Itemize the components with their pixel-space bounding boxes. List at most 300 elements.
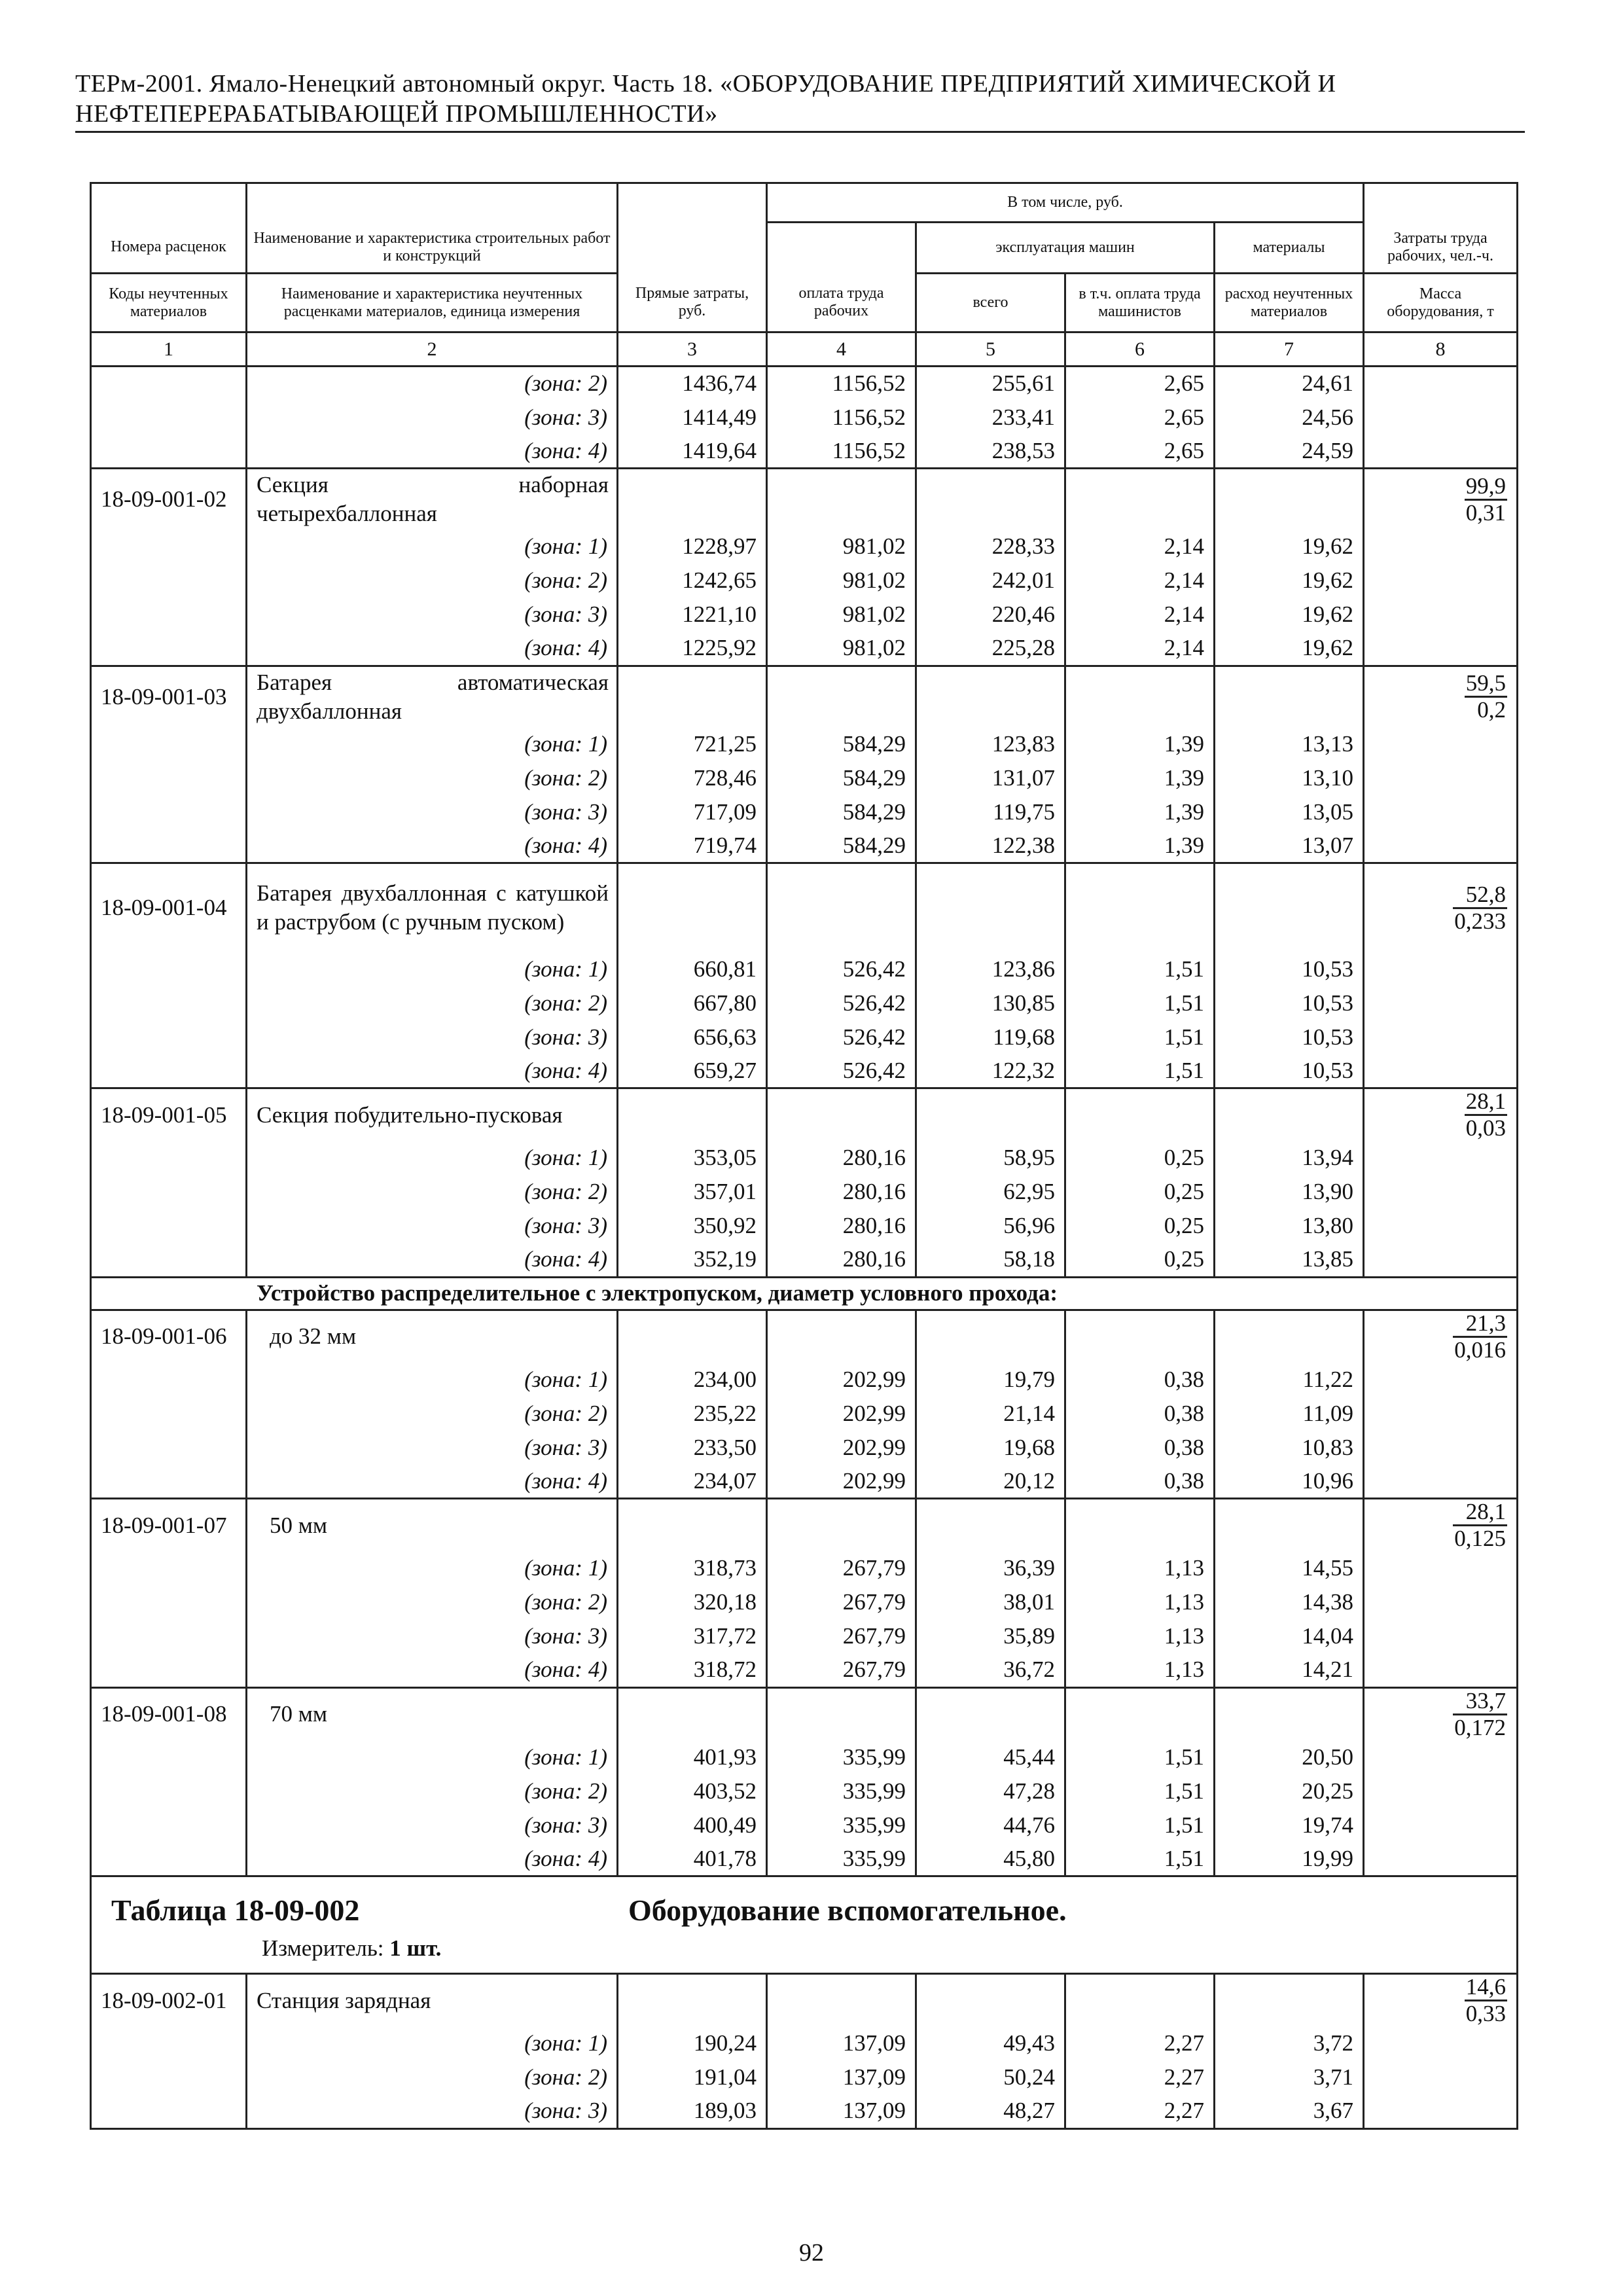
mass-value: 0,172 bbox=[1454, 1714, 1506, 1740]
value-cell: 130,85 bbox=[916, 986, 1065, 1020]
zone-label: (зона: 2) bbox=[247, 1397, 618, 1431]
column-number: 6 bbox=[1065, 332, 1215, 367]
zone-label: (зона: 3) bbox=[247, 1209, 618, 1243]
value-cell: 1156,52 bbox=[767, 401, 916, 435]
code-cell-empty bbox=[91, 1551, 247, 1585]
value-cell: 267,79 bbox=[767, 1619, 916, 1653]
value-cell-empty bbox=[1215, 666, 1364, 727]
code-cell-empty bbox=[91, 1141, 247, 1175]
value-cell: 47,28 bbox=[916, 1774, 1065, 1808]
value-cell: 335,99 bbox=[767, 1808, 916, 1842]
labor-cell-empty bbox=[1364, 1740, 1518, 1774]
value-cell: 1242,65 bbox=[618, 564, 767, 598]
table-row bbox=[91, 564, 1518, 598]
value-cell: 242,01 bbox=[916, 564, 1065, 598]
value-cell-empty bbox=[916, 1974, 1065, 2027]
value-cell: 1156,52 bbox=[767, 435, 916, 469]
table-row bbox=[91, 1465, 1518, 1499]
code-cell-empty bbox=[91, 952, 247, 986]
item-name: до 32 мм bbox=[247, 1310, 618, 1363]
table-subtitle: Оборудование вспомогательное. bbox=[628, 1893, 1067, 1927]
zone-label: (зона: 4) bbox=[247, 632, 618, 666]
item-name: Секция побудительно-пусковая bbox=[247, 1088, 618, 1141]
zone-label: (зона: 2) bbox=[247, 1585, 618, 1619]
table-row bbox=[91, 1431, 1518, 1465]
value-cell: 19,62 bbox=[1215, 632, 1364, 666]
rate-code: 18-09-001-03 bbox=[91, 666, 247, 727]
value-cell: 228,33 bbox=[916, 529, 1065, 564]
value-cell: 981,02 bbox=[767, 529, 916, 564]
value-cell: 11,09 bbox=[1215, 1397, 1364, 1431]
column-number: 4 bbox=[767, 332, 916, 367]
labor-cell-empty bbox=[1364, 1141, 1518, 1175]
rate-code: 18-09-002-01 bbox=[91, 1974, 247, 2027]
page-number: 92 bbox=[799, 2239, 824, 2267]
labor-value: 99,9 bbox=[1465, 474, 1507, 501]
code-cell-empty bbox=[91, 564, 247, 598]
value-cell-empty bbox=[916, 469, 1065, 530]
zone-label: (зона: 1) bbox=[247, 1740, 618, 1774]
item-name: 70 мм bbox=[247, 1687, 618, 1740]
zone-label: (зона: 3) bbox=[247, 401, 618, 435]
labor-mass-cell bbox=[1364, 666, 1518, 727]
value-cell: 280,16 bbox=[767, 1141, 916, 1175]
header-cell-blank bbox=[618, 183, 767, 223]
value-cell-empty bbox=[618, 863, 767, 952]
zone-label: (зона: 4) bbox=[247, 435, 618, 469]
code-cell-empty bbox=[91, 401, 247, 435]
value-cell: 119,75 bbox=[916, 795, 1065, 829]
value-cell: 14,38 bbox=[1215, 1585, 1364, 1619]
value-cell: 1156,52 bbox=[767, 367, 916, 401]
value-cell: 24,61 bbox=[1215, 367, 1364, 401]
value-cell-empty bbox=[916, 666, 1065, 727]
value-cell: 353,05 bbox=[618, 1141, 767, 1175]
value-cell: 1,51 bbox=[1065, 1740, 1215, 1774]
labor-cell-empty bbox=[1364, 1175, 1518, 1209]
value-cell: 0,25 bbox=[1065, 1175, 1215, 1209]
table-heading-row bbox=[91, 1876, 1518, 1974]
value-cell: 721,25 bbox=[618, 727, 767, 761]
labor-value: 28,1 bbox=[1465, 1089, 1507, 1116]
labor-mass-cell bbox=[1364, 1088, 1518, 1141]
zone-label: (зона: 1) bbox=[247, 1363, 618, 1397]
value-cell-empty bbox=[767, 1088, 916, 1141]
labor-cell-empty bbox=[1364, 727, 1518, 761]
table-row bbox=[91, 1774, 1518, 1808]
labor-cell-empty bbox=[1364, 1619, 1518, 1653]
table-row bbox=[91, 727, 1518, 761]
value-cell-empty bbox=[618, 666, 767, 727]
value-cell: 0,38 bbox=[1065, 1397, 1215, 1431]
value-cell: 235,22 bbox=[618, 1397, 767, 1431]
labor-cell-empty bbox=[1364, 2060, 1518, 2094]
value-cell-empty bbox=[618, 1310, 767, 1363]
value-cell: 526,42 bbox=[767, 1054, 916, 1088]
code-cell-empty bbox=[91, 1774, 247, 1808]
zone-label: (зона: 4) bbox=[247, 829, 618, 863]
item-name: 50 мм bbox=[247, 1499, 618, 1552]
value-cell: 318,73 bbox=[618, 1551, 767, 1585]
zone-label: (зона: 3) bbox=[247, 1431, 618, 1465]
code-cell-empty bbox=[91, 1431, 247, 1465]
header-total: всего bbox=[916, 274, 1065, 332]
labor-mass-fraction bbox=[1465, 1975, 1516, 2026]
table-row bbox=[91, 1209, 1518, 1243]
labor-cell-empty bbox=[1364, 952, 1518, 986]
value-cell: 0,38 bbox=[1065, 1363, 1215, 1397]
value-cell: 19,79 bbox=[916, 1363, 1065, 1397]
value-cell: 526,42 bbox=[767, 1020, 916, 1054]
value-cell: 137,09 bbox=[767, 2060, 916, 2094]
table-row bbox=[91, 829, 1518, 863]
zone-label: (зона: 3) bbox=[247, 598, 618, 632]
code-cell-empty bbox=[91, 435, 247, 469]
table-row bbox=[91, 1141, 1518, 1175]
zone-label: (зона: 1) bbox=[247, 1551, 618, 1585]
code-cell-empty bbox=[91, 761, 247, 795]
value-cell-empty bbox=[1215, 1499, 1364, 1552]
value-cell: 3,67 bbox=[1215, 2094, 1364, 2128]
value-cell-empty bbox=[1065, 863, 1215, 952]
value-cell: 36,72 bbox=[916, 1653, 1065, 1687]
value-cell: 320,18 bbox=[618, 1585, 767, 1619]
value-cell: 1221,10 bbox=[618, 598, 767, 632]
header-number: Номера расценок bbox=[91, 223, 247, 274]
header-name2: Наименование и характеристика неучтенных расценками материалов, единица измерения bbox=[247, 274, 618, 332]
header-codes: Коды неучтенных материалов bbox=[91, 274, 247, 332]
value-cell: 403,52 bbox=[618, 1774, 767, 1808]
code-cell-empty bbox=[91, 367, 247, 401]
value-cell: 119,68 bbox=[916, 1020, 1065, 1054]
item-name: Секция наборная четырехбаллонная bbox=[247, 469, 618, 530]
value-cell-empty bbox=[618, 1687, 767, 1740]
value-cell: 719,74 bbox=[618, 829, 767, 863]
value-cell: 357,01 bbox=[618, 1175, 767, 1209]
section-title: Устройство распределительное с электропуском, диаметр условного прохода: bbox=[91, 1277, 1518, 1310]
zone-label: (зона: 4) bbox=[247, 1243, 618, 1277]
value-cell: 202,99 bbox=[767, 1397, 916, 1431]
value-cell: 13,05 bbox=[1215, 795, 1364, 829]
table-row bbox=[91, 952, 1518, 986]
value-cell: 137,09 bbox=[767, 2026, 916, 2060]
value-cell: 2,14 bbox=[1065, 598, 1215, 632]
code-cell-empty bbox=[91, 1397, 247, 1431]
header-cell-blank bbox=[247, 183, 618, 223]
labor-cell-empty bbox=[1364, 1653, 1518, 1687]
labor-cell-empty bbox=[1364, 2094, 1518, 2128]
table-row bbox=[91, 1088, 1518, 1141]
labor-cell-empty bbox=[1364, 1431, 1518, 1465]
value-cell-empty bbox=[618, 1974, 767, 2027]
header-machines: эксплуатация машин bbox=[916, 223, 1215, 274]
table-row bbox=[91, 1397, 1518, 1431]
mass-value: 0,233 bbox=[1454, 908, 1506, 934]
value-cell: 280,16 bbox=[767, 1243, 916, 1277]
table-row bbox=[91, 2094, 1518, 2128]
value-cell: 0,25 bbox=[1065, 1243, 1215, 1277]
value-cell: 526,42 bbox=[767, 986, 916, 1020]
value-cell: 728,46 bbox=[618, 761, 767, 795]
value-cell: 3,71 bbox=[1215, 2060, 1364, 2094]
value-cell: 2,14 bbox=[1065, 564, 1215, 598]
value-cell: 45,80 bbox=[916, 1842, 1065, 1876]
value-cell-empty bbox=[1215, 1687, 1364, 1740]
measure-label: Измеритель: bbox=[262, 1935, 384, 1961]
labor-mass-fraction bbox=[1465, 474, 1516, 526]
value-cell: 2,65 bbox=[1065, 435, 1215, 469]
labor-mass-fraction bbox=[1453, 1311, 1516, 1363]
price-table bbox=[90, 182, 1518, 2130]
code-cell-empty bbox=[91, 829, 247, 863]
value-cell-empty bbox=[1065, 1499, 1215, 1552]
mass-value: 0,016 bbox=[1454, 1336, 1506, 1363]
value-cell-empty bbox=[1065, 1088, 1215, 1141]
item-name: Батарея автоматическая двухбаллонная bbox=[247, 666, 618, 727]
labor-value: 14,6 bbox=[1465, 1975, 1507, 2001]
labor-mass-cell bbox=[1364, 1310, 1518, 1363]
value-cell: 335,99 bbox=[767, 1740, 916, 1774]
value-cell: 0,38 bbox=[1065, 1465, 1215, 1499]
code-cell-empty bbox=[91, 1585, 247, 1619]
value-cell: 352,19 bbox=[618, 1243, 767, 1277]
table-row bbox=[91, 761, 1518, 795]
value-cell: 1,13 bbox=[1065, 1551, 1215, 1585]
code-cell-empty bbox=[91, 986, 247, 1020]
value-cell: 10,53 bbox=[1215, 952, 1364, 986]
value-cell-empty bbox=[1215, 1974, 1364, 2027]
zone-label: (зона: 4) bbox=[247, 1054, 618, 1088]
value-cell: 2,27 bbox=[1065, 2026, 1215, 2060]
zone-label: (зона: 1) bbox=[247, 727, 618, 761]
value-cell: 10,96 bbox=[1215, 1465, 1364, 1499]
value-cell: 36,39 bbox=[916, 1551, 1065, 1585]
table-row bbox=[91, 1808, 1518, 1842]
value-cell: 58,18 bbox=[916, 1243, 1065, 1277]
value-cell-empty bbox=[1065, 1310, 1215, 1363]
value-cell: 335,99 bbox=[767, 1842, 916, 1876]
value-cell: 137,09 bbox=[767, 2094, 916, 2128]
table-row bbox=[91, 1653, 1518, 1687]
zone-label: (зона: 1) bbox=[247, 529, 618, 564]
labor-mass-fraction bbox=[1453, 882, 1516, 934]
value-cell: 0,25 bbox=[1065, 1141, 1215, 1175]
measure-value: 1 шт. bbox=[389, 1935, 442, 1961]
value-cell-empty bbox=[767, 1310, 916, 1363]
value-cell-empty bbox=[916, 1088, 1065, 1141]
header-wages: оплата труда рабочих bbox=[767, 274, 916, 332]
labor-mass-fraction bbox=[1453, 1499, 1516, 1551]
labor-cell-empty bbox=[1364, 401, 1518, 435]
labor-mass-cell bbox=[1364, 1499, 1518, 1552]
rate-code: 18-09-001-06 bbox=[91, 1310, 247, 1363]
value-cell: 58,95 bbox=[916, 1141, 1065, 1175]
value-cell: 280,16 bbox=[767, 1175, 916, 1209]
value-cell: 10,83 bbox=[1215, 1431, 1364, 1465]
value-cell: 1,51 bbox=[1065, 952, 1215, 986]
value-cell: 19,62 bbox=[1215, 598, 1364, 632]
value-cell-empty bbox=[767, 666, 916, 727]
labor-value: 59,5 bbox=[1465, 671, 1507, 698]
mass-value: 0,2 bbox=[1477, 697, 1506, 723]
labor-cell-empty bbox=[1364, 829, 1518, 863]
value-cell: 35,89 bbox=[916, 1619, 1065, 1653]
value-cell: 234,07 bbox=[618, 1465, 767, 1499]
value-cell: 1,39 bbox=[1065, 761, 1215, 795]
zone-label: (зона: 1) bbox=[247, 2026, 618, 2060]
value-cell-empty bbox=[1065, 469, 1215, 530]
code-cell-empty bbox=[91, 598, 247, 632]
value-cell: 280,16 bbox=[767, 1209, 916, 1243]
labor-cell-empty bbox=[1364, 598, 1518, 632]
column-number: 8 bbox=[1364, 332, 1518, 367]
labor-cell-empty bbox=[1364, 1243, 1518, 1277]
labor-value: 52,8 bbox=[1453, 882, 1507, 909]
labor-mass-fraction bbox=[1465, 671, 1516, 723]
mass-value: 0,03 bbox=[1465, 1115, 1506, 1141]
code-cell-empty bbox=[91, 1465, 247, 1499]
labor-cell-empty bbox=[1364, 435, 1518, 469]
value-cell: 1,39 bbox=[1065, 727, 1215, 761]
value-cell: 13,13 bbox=[1215, 727, 1364, 761]
zone-label: (зона: 3) bbox=[247, 1808, 618, 1842]
zone-label: (зона: 2) bbox=[247, 761, 618, 795]
value-cell: 401,78 bbox=[618, 1842, 767, 1876]
zone-label: (зона: 1) bbox=[247, 952, 618, 986]
header-rule bbox=[75, 131, 1525, 133]
value-cell: 202,99 bbox=[767, 1465, 916, 1499]
labor-cell-empty bbox=[1364, 1209, 1518, 1243]
value-cell: 0,38 bbox=[1065, 1431, 1215, 1465]
code-cell-empty bbox=[91, 1209, 247, 1243]
value-cell-empty bbox=[1065, 1974, 1215, 2027]
value-cell: 10,53 bbox=[1215, 1020, 1364, 1054]
labor-mass-cell bbox=[1364, 863, 1518, 952]
value-cell: 584,29 bbox=[767, 761, 916, 795]
value-cell: 13,80 bbox=[1215, 1209, 1364, 1243]
table-row bbox=[91, 1363, 1518, 1397]
header-cell-blank bbox=[91, 183, 247, 223]
rate-code: 18-09-001-07 bbox=[91, 1499, 247, 1552]
labor-cell-empty bbox=[1364, 2026, 1518, 2060]
value-cell: 981,02 bbox=[767, 598, 916, 632]
value-cell: 233,41 bbox=[916, 401, 1065, 435]
value-cell: 267,79 bbox=[767, 1585, 916, 1619]
value-cell-empty bbox=[916, 1310, 1065, 1363]
header-machinists: в т.ч. оплата труда машинистов bbox=[1065, 274, 1215, 332]
value-cell-empty bbox=[916, 1499, 1065, 1552]
value-cell: 234,00 bbox=[618, 1363, 767, 1397]
value-cell: 1419,64 bbox=[618, 435, 767, 469]
code-cell-empty bbox=[91, 1808, 247, 1842]
value-cell: 1436,74 bbox=[618, 367, 767, 401]
code-cell-empty bbox=[91, 529, 247, 564]
value-cell: 62,95 bbox=[916, 1175, 1065, 1209]
table-row bbox=[91, 1310, 1518, 1363]
mass-value: 0,125 bbox=[1454, 1526, 1506, 1551]
value-cell: 584,29 bbox=[767, 727, 916, 761]
labor-cell-empty bbox=[1364, 1363, 1518, 1397]
labor-value: 28,1 bbox=[1453, 1499, 1507, 1526]
value-cell: 44,76 bbox=[916, 1808, 1065, 1842]
labor-mass-cell bbox=[1364, 1687, 1518, 1740]
code-cell-empty bbox=[91, 795, 247, 829]
value-cell: 13,94 bbox=[1215, 1141, 1364, 1175]
value-cell: 2,14 bbox=[1065, 632, 1215, 666]
table-row bbox=[91, 1619, 1518, 1653]
value-cell: 2,27 bbox=[1065, 2094, 1215, 2128]
table-title-line bbox=[111, 1893, 1516, 1931]
value-cell: 1225,92 bbox=[618, 632, 767, 666]
header-consumption: расход неучтенных материалов bbox=[1215, 274, 1364, 332]
code-cell-empty bbox=[91, 1175, 247, 1209]
zone-label: (зона: 1) bbox=[247, 1141, 618, 1175]
table-row bbox=[91, 863, 1518, 952]
value-cell: 21,14 bbox=[916, 1397, 1065, 1431]
value-cell: 1,51 bbox=[1065, 1774, 1215, 1808]
table-row bbox=[91, 1585, 1518, 1619]
zone-label: (зона: 2) bbox=[247, 1774, 618, 1808]
zone-label: (зона: 3) bbox=[247, 1020, 618, 1054]
value-cell: 190,24 bbox=[618, 2026, 767, 2060]
value-cell: 1,13 bbox=[1065, 1653, 1215, 1687]
code-cell-empty bbox=[91, 2094, 247, 2128]
table-row bbox=[91, 1974, 1518, 2027]
labor-value: 21,3 bbox=[1453, 1311, 1507, 1338]
value-cell: 20,25 bbox=[1215, 1774, 1364, 1808]
value-cell: 19,62 bbox=[1215, 529, 1364, 564]
value-cell: 584,29 bbox=[767, 795, 916, 829]
value-cell: 335,99 bbox=[767, 1774, 916, 1808]
mass-value: 0,31 bbox=[1465, 499, 1506, 526]
value-cell: 2,65 bbox=[1065, 401, 1215, 435]
rate-code: 18-09-001-04 bbox=[91, 863, 247, 952]
labor-mass-fraction bbox=[1453, 1689, 1516, 1740]
header-cell-blank bbox=[618, 223, 767, 274]
value-cell-empty bbox=[1065, 1687, 1215, 1740]
table-row bbox=[91, 1175, 1518, 1209]
value-cell: 56,96 bbox=[916, 1209, 1065, 1243]
value-cell-empty bbox=[767, 1687, 916, 1740]
value-cell: 1,51 bbox=[1065, 1054, 1215, 1088]
code-cell-empty bbox=[91, 727, 247, 761]
value-cell: 131,07 bbox=[916, 761, 1065, 795]
table-row bbox=[91, 1551, 1518, 1585]
table-row bbox=[91, 1243, 1518, 1277]
table-row bbox=[91, 2026, 1518, 2060]
value-cell: 400,49 bbox=[618, 1808, 767, 1842]
value-cell: 1228,97 bbox=[618, 529, 767, 564]
value-cell: 255,61 bbox=[916, 367, 1065, 401]
value-cell: 123,86 bbox=[916, 952, 1065, 986]
column-number: 3 bbox=[618, 332, 767, 367]
code-cell-empty bbox=[91, 1619, 247, 1653]
value-cell-empty bbox=[1215, 1088, 1364, 1141]
zone-label: (зона: 2) bbox=[247, 367, 618, 401]
value-cell-empty bbox=[767, 863, 916, 952]
value-cell: 401,93 bbox=[618, 1740, 767, 1774]
value-cell: 14,04 bbox=[1215, 1619, 1364, 1653]
labor-cell-empty bbox=[1364, 1842, 1518, 1876]
labor-cell-empty bbox=[1364, 1551, 1518, 1585]
code-cell-empty bbox=[91, 2026, 247, 2060]
header-cell-blank bbox=[767, 223, 916, 274]
table-row bbox=[91, 666, 1518, 727]
value-cell: 717,09 bbox=[618, 795, 767, 829]
value-cell: 123,83 bbox=[916, 727, 1065, 761]
value-cell: 11,22 bbox=[1215, 1363, 1364, 1397]
table-row bbox=[91, 1740, 1518, 1774]
